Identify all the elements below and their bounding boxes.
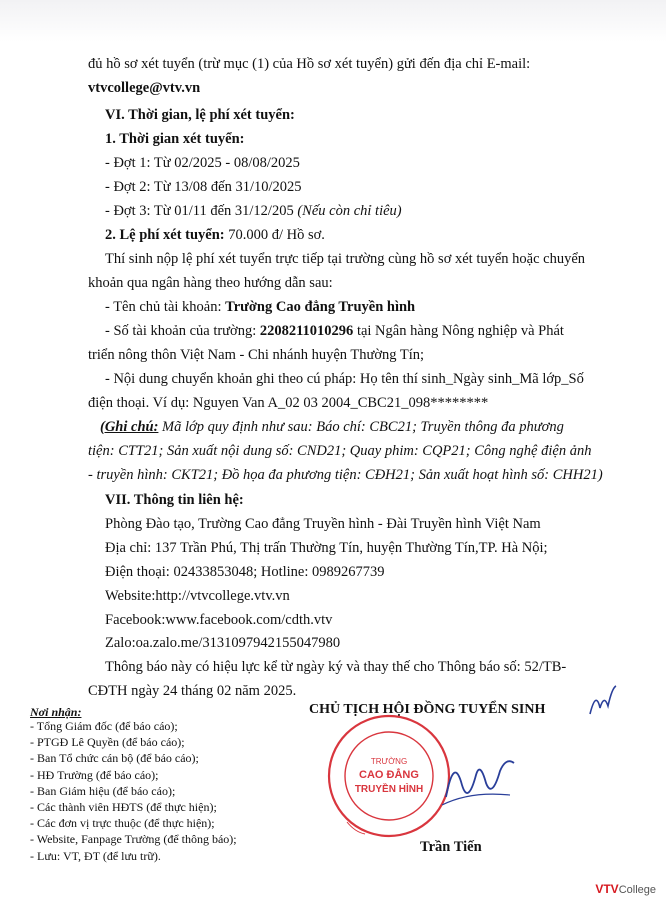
effective-line-1: Thông báo này có hiệu lực kể từ ngày ký và thay thế cho Thông báo số: 52/TB-	[105, 659, 567, 675]
account-bank: tại Ngân hàng Nông nghiệp và Phát	[356, 323, 564, 339]
account-bank-line-2: triển nông thôn Việt Nam - Chi nhánh huyện Thường Tín;	[88, 347, 425, 363]
contact-website: Website:http://vtvcollege.vtv.vn	[105, 588, 290, 604]
stamp-line-2: CAO ĐẲNG	[359, 769, 419, 781]
logo-vtv: VTV	[595, 882, 619, 896]
recipient-item: - Tổng Giám đốc (để báo cáo);	[30, 719, 178, 733]
initial-mark	[586, 684, 618, 724]
round-3	[105, 202, 402, 220]
recipients-title: Nơi nhận:	[30, 705, 82, 719]
note-label: (Ghi chú:	[100, 419, 159, 435]
contact-zalo: Zalo:oa.zalo.me/3131097942155047980	[105, 635, 341, 651]
scan-shadow	[0, 0, 666, 42]
recipient-item: - HĐ Trường (để báo cáo);	[30, 767, 159, 782]
transfer-content-line-2: điện thoại. Ví dụ: Nguyen Van A_02 03 2004_CBC21_098********	[88, 395, 489, 411]
account-owner-line	[105, 298, 415, 316]
signer-name: Trần Tiến	[420, 839, 482, 855]
section-7-title: VII. Thông tin liên hệ:	[105, 492, 244, 508]
contact-facebook: Facebook:www.facebook.com/cdth.vtv	[105, 612, 333, 628]
stamp-line-1: TRƯỜNG	[370, 757, 408, 766]
section-6-1-title: 1. Thời gian xét tuyển:	[105, 131, 245, 147]
round-3-note: (Nếu còn chỉ tiêu)	[297, 203, 402, 219]
recipient-item: - Ban Giám hiệu (để báo cáo);	[30, 783, 176, 798]
vtv-college-logo	[595, 882, 656, 896]
email-address: vtvcollege@vtv.vn	[88, 80, 201, 96]
account-number-label: - Số tài khoản của trường:	[105, 323, 257, 339]
recipient-item: - Ban Tổ chức cán bộ (để báo cáo);	[30, 751, 199, 766]
round-1: - Đợt 1: Từ 02/2025 - 08/08/2025	[105, 155, 300, 171]
fee-line	[105, 226, 325, 244]
account-number-line	[105, 322, 564, 340]
note-line-1	[100, 418, 564, 436]
note-text-1: Mã lớp quy định như sau: Báo chí: CBC21; Truyền thông đa phương	[162, 419, 564, 435]
recipient-item: - Các thành viên HĐTS (để thực hiện);	[30, 800, 217, 814]
official-stamp	[325, 712, 453, 840]
recipient-item: - Các đơn vị trực thuộc (để thực hiện);	[30, 816, 215, 831]
account-owner-label: - Tên chủ tài khoản:	[105, 299, 222, 315]
note-line-3: - truyền hình: CKT21; Đồ họa đa phương tiện: CĐH21; Sản xuất hoạt hình số: CHH21)	[88, 467, 603, 483]
round-2: - Đợt 2: Từ 13/08 đến 31/10/2025	[105, 179, 302, 195]
paragraph-line: đủ hồ sơ xét tuyển (trừ mục (1) của Hồ sơ xét tuyển) gửi đến địa chỉ E-mail:	[88, 56, 531, 72]
logo-college: College	[618, 884, 656, 896]
recipient-item: - Lưu: VT, ĐT (để lưu trữ).	[30, 848, 161, 863]
section-6-title: VI. Thời gian, lệ phí xét tuyển:	[105, 107, 295, 123]
contact-phone: Điện thoại: 02433853048; Hotline: 0989267739	[105, 564, 385, 580]
transfer-content-line-1: - Nội dung chuyển khoản ghi theo cú pháp: Họ tên thí sinh_Ngày sinh_Mã lớp_Số	[105, 371, 584, 387]
payment-line-1: Thí sinh nộp lệ phí xét tuyển trực tiếp tại trường cùng hồ sơ xét tuyển hoặc chuyển	[105, 251, 586, 267]
note-line-2: tiện: CTT21; Sản xuất nội dung số: CND21; Quay phim: CQP21; Công nghệ điện ảnh	[88, 443, 592, 459]
fee-value: 70.000 đ/ Hồ sơ.	[228, 227, 325, 243]
signature-title: CHỦ TỊCH HỘI ĐỒNG TUYỂN SINH	[309, 702, 546, 717]
account-owner: Trường Cao đẳng Truyền hình	[225, 299, 416, 315]
recipient-item: - Website, Fanpage Trường (để thông báo);	[30, 832, 237, 847]
contact-address: Địa chỉ: 137 Trần Phú, Thị trấn Thường Tín, huyện Thường Tín,TP. Hà Nội;	[105, 540, 548, 556]
signature-scrawl	[440, 745, 520, 815]
contact-office: Phòng Đào tạo, Trường Cao đẳng Truyền hình - Đài Truyền hình Việt Nam	[105, 516, 541, 532]
round-3-text: - Đợt 3: Từ 01/11 đến 31/12/205	[105, 203, 294, 219]
account-number: 2208211010296	[259, 323, 354, 339]
recipient-item: - PTGĐ Lê Quyền (để báo cáo);	[30, 735, 185, 750]
payment-line-2: khoản qua ngân hàng theo hướng dẫn sau:	[88, 275, 333, 291]
fee-label: 2. Lệ phí xét tuyển:	[105, 227, 225, 243]
effective-line-2: CĐTH ngày 24 tháng 02 năm 2025.	[88, 683, 297, 699]
stamp-line-3: TRUYỀN HÌNH	[354, 784, 424, 795]
